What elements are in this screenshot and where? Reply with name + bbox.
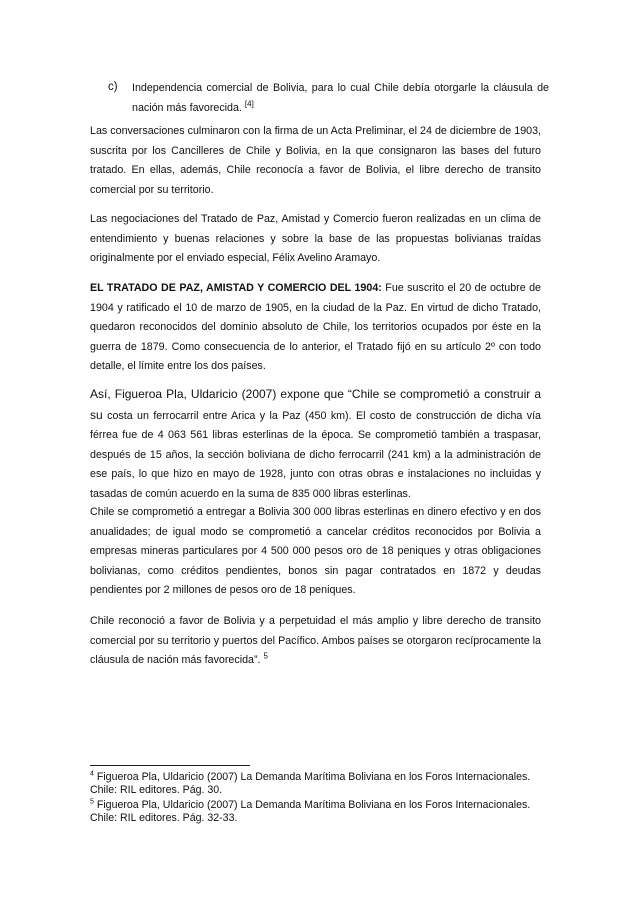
paragraph-compromisos: Chile se comprometió a entregar a Bolivia 300 000 libras esterlinas en dinero efectivo y en dos anualidades; de igual modo se comprometió a cancelar créditos reconocidos por Bolivia a empresas mineras particulares por 4 500 000 pesos oro de 18 peniques y otras obligaciones bolivianas, como créditos pendientes, bonos sin pagar contratados en 1872 y deudas pendientes por 2 millones de pesos oro de 18 peniques. — [90, 506, 541, 597]
paragraph-libre-transito — [90, 612, 541, 671]
footnote-4 — [90, 771, 550, 796]
footnote-number: 4 — [90, 770, 94, 778]
list-item-body: Independencia comercial de Bolivia, para lo cual Chile debía otorgarle la cláusula de nación más favorecida. — [132, 82, 549, 114]
tratado-body: Fue suscrito el 20 de octubre de 1904 y ratificado el 10 de marzo de 1905, en la ciudad de la Paz. En virtud de dicho Tratado, quedaron reconocidos del dominio absoluto de Chile, los territorios ocupados por éste en la guerra de 1879. Como consecuencia de lo anterior, el Tratado fijó en su artículo 2º con todo detalle, el límite entre los dos países. — [90, 282, 541, 373]
footnote-text: Figueroa Pla, Uldaricio (2007) La Demanda Marítima Boliviana en los Foros Internacionales. Chile: RIL editores. Pág. 30. — [90, 771, 531, 796]
paragraph-negociaciones: Las negociaciones del Tratado de Paz, Amistad y Comercio fueron realizadas en un clima de entendimiento y buenas relaciones y sobre la base de las propuestas bolivianas traídas originalmente por el enviado especial, Félix Avelino Aramayo. — [90, 213, 541, 265]
list-item-text — [132, 78, 549, 118]
paragraph-acta-preliminar: Las conversaciones culminaron con la firma de un Acta Preliminar, el 24 de diciembre de 1903, suscrita por los Cancilleres de Chile y Bolivia, en la que consignaron las bases del futuro tratado. En ellas, además, Chile reconocía a favor de Bolivia, el libre derecho de transito comercial por su territorio. — [90, 125, 541, 196]
footnote-ref-5[interactable]: 5 — [263, 651, 268, 661]
reference-link[interactable]: [4] — [244, 99, 254, 109]
footnote-number: 5 — [90, 798, 94, 806]
paragraph-tratado — [90, 279, 541, 377]
footnote-5 — [90, 799, 550, 824]
figueroa-body: costa un ferrocarril entre Arica y la Paz (450 km). El costo de construcción de dicha vía férrea fue de 4 063 561 libras esterlinas de la época. Se comprometió también a traspasar, después de 15 años, la sección boliviana de dicho ferrocarril (241 km) a la administración de ese país, lo que hizo en mayo de 1928, junto con otras obras e instalaciones no incluidas y tasadas de común acuerdo en la suma de 835 000 libras esterlinas. — [90, 409, 541, 500]
footnote-separator — [90, 765, 250, 766]
footnote-text: Figueroa Pla, Uldaricio (2007) La Demanda Marítima Boliviana en los Foros Internacionales. Chile: RIL editores. Pág. 32-33. — [90, 799, 531, 824]
tratado-heading: EL TRATADO DE PAZ, AMISTAD Y COMERCIO DEL 1904: — [90, 282, 382, 294]
libre-transito-body: Chile reconoció a favor de Bolivia y a perpetuidad el más amplio y libre derecho de transito comercial por su territorio y puertos del Pacífico. Ambos países se otorgaron recíprocamente la cláusula de nación más favorecida”. — [90, 615, 541, 667]
figueroa-lead: Así, Figueroa Pla, Uldaricio (2007) expone que “Chile se comprometió a construir a su — [90, 387, 541, 422]
paragraph-figueroa — [90, 385, 541, 505]
list-marker: c) — [108, 81, 118, 93]
